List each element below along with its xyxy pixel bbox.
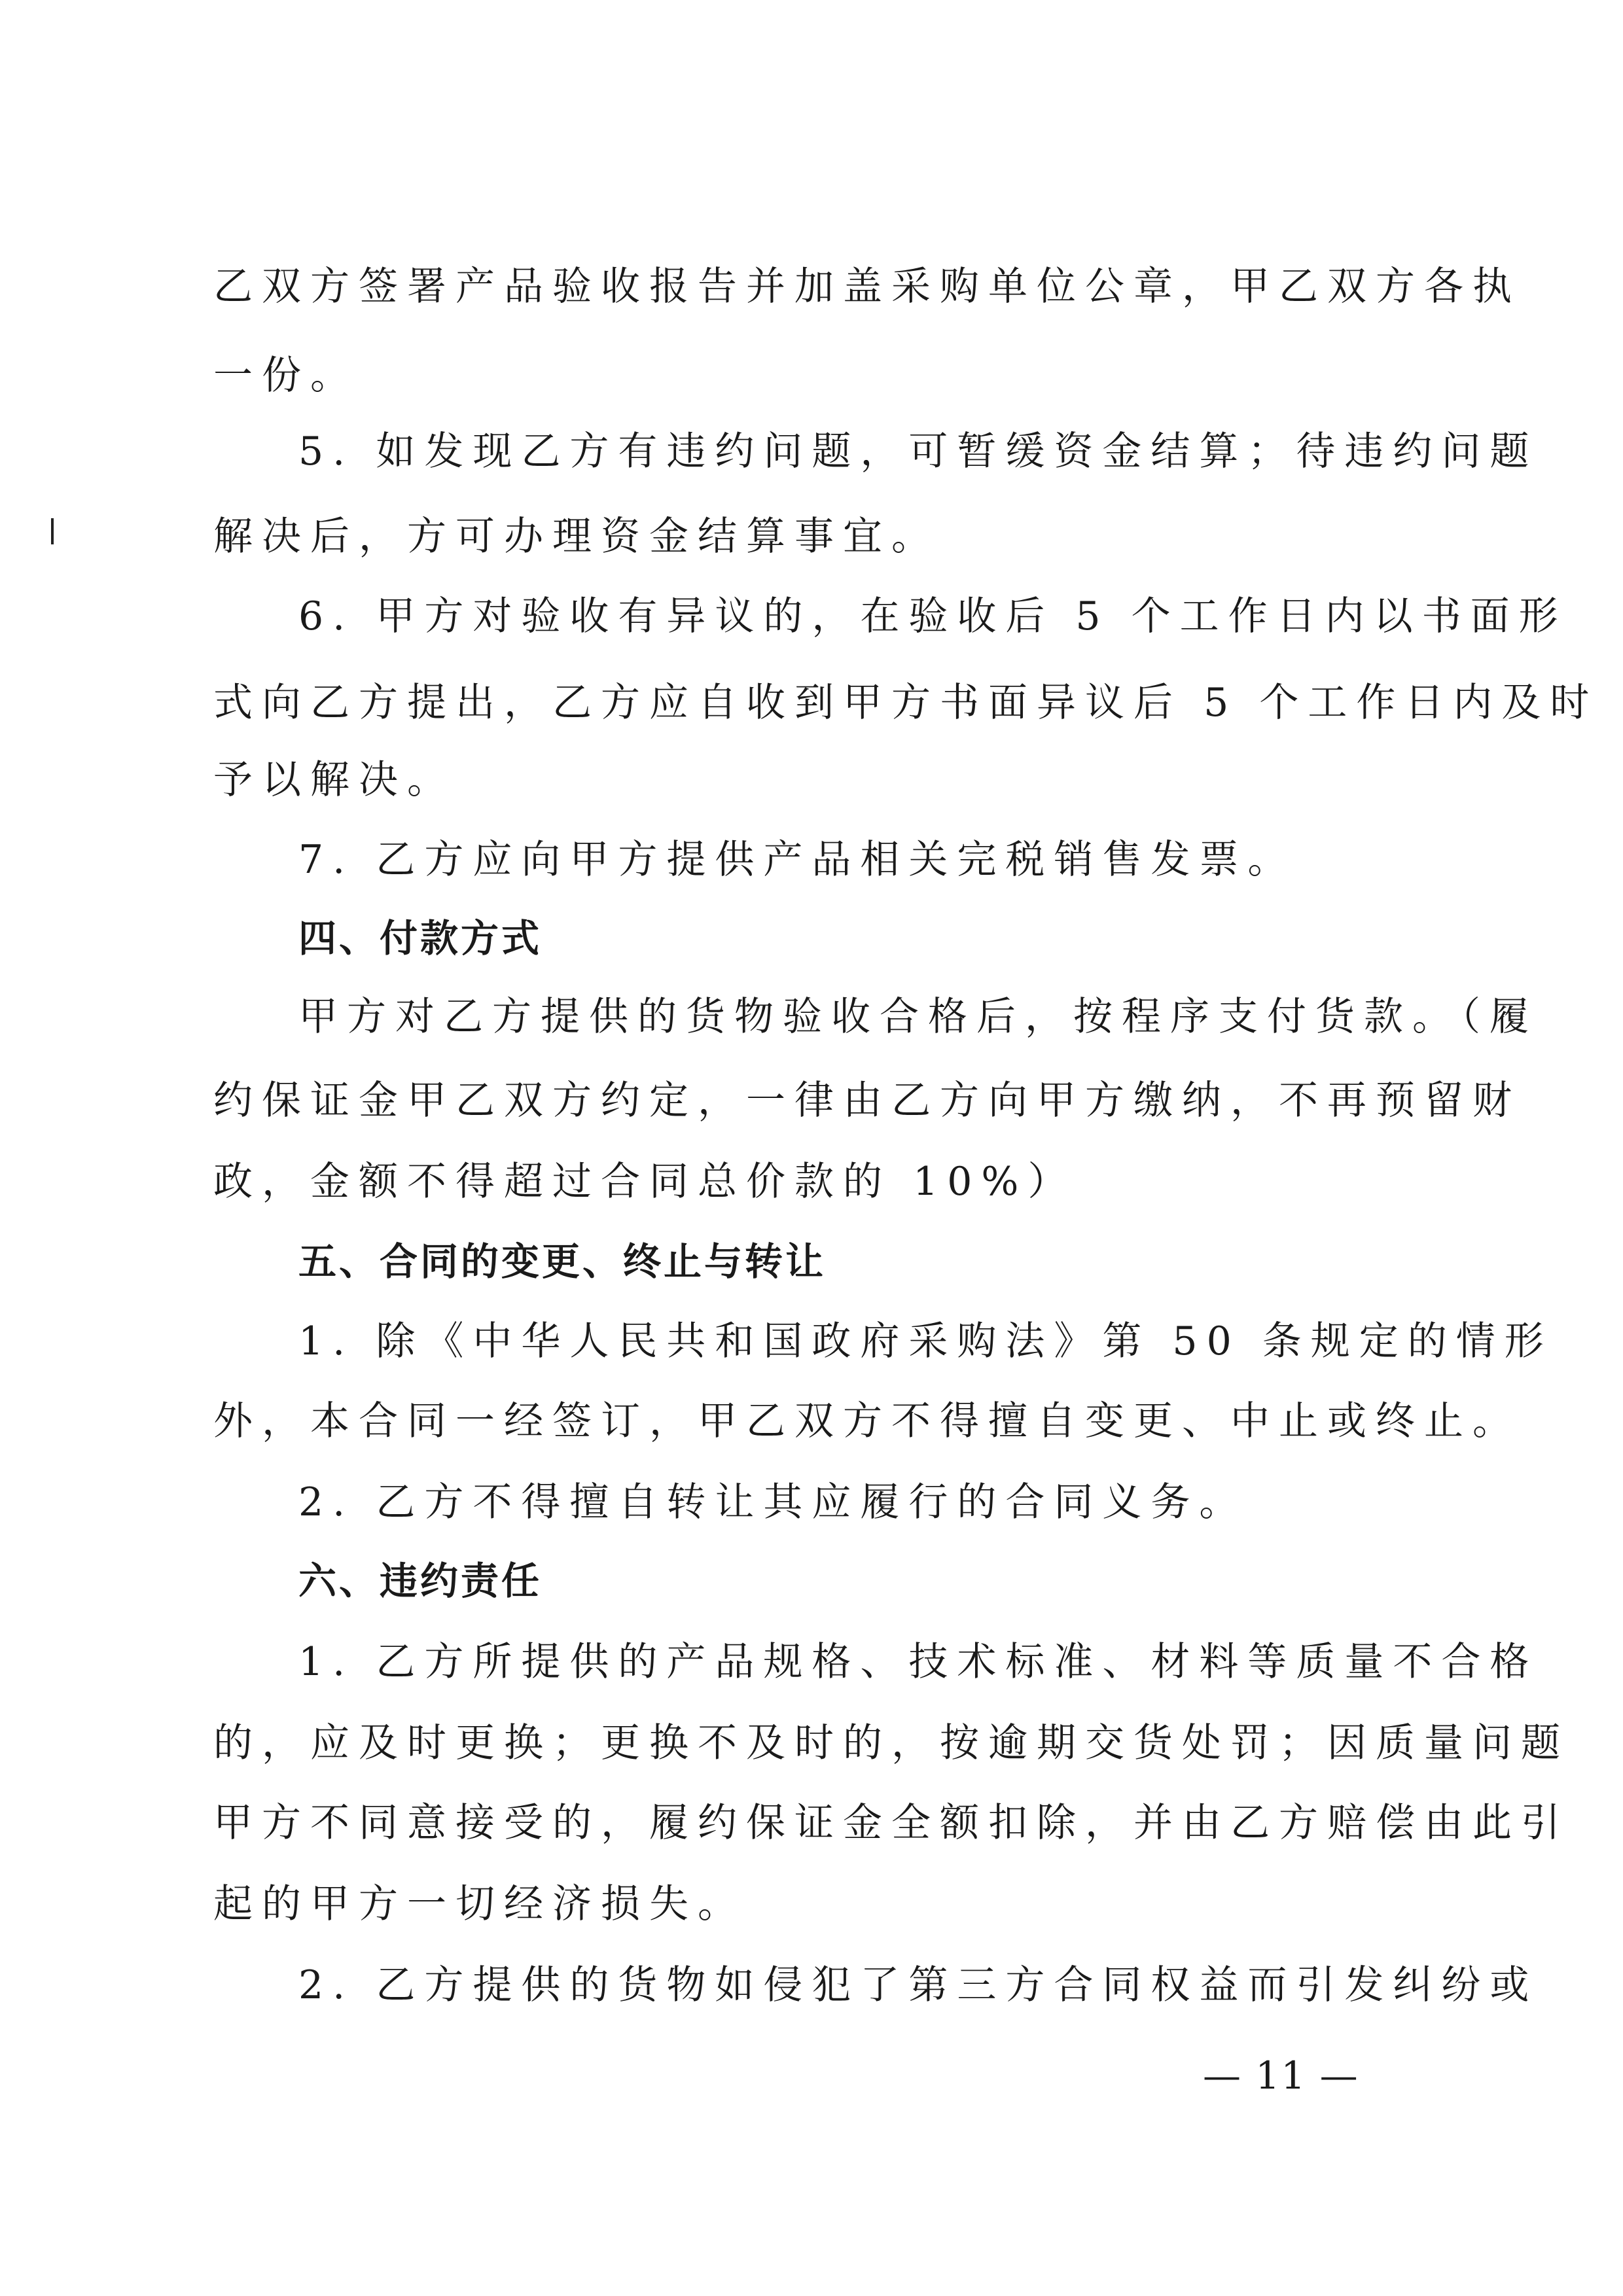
paragraph-line: 予以解决。 — [213, 757, 455, 803]
paragraph-line: 1. 乙方所提供的产品规格、技术标准、材料等质量不合格 — [298, 1639, 1539, 1685]
paragraph-line: 1. 除《中华人民共和国政府采购法》第 50 条规定的情形 — [298, 1318, 1553, 1364]
section-heading-payment: 四、付款方式 — [298, 916, 543, 961]
paragraph-line: 7. 乙方应向甲方提供产品相关完税销售发票。 — [298, 837, 1296, 883]
paragraph-line: 甲方不同意接受的，履约保证金全额扣除，并由乙方赔偿由此引 — [213, 1800, 1569, 1846]
section-heading-contract-change: 五、合同的变更、终止与转让 — [298, 1239, 827, 1284]
paragraph-line: 的，应及时更换；更换不及时的，按逾期交货处罚；因质量问题 — [213, 1720, 1569, 1766]
section-heading-liability: 六、违约责任 — [298, 1559, 543, 1603]
paragraph-line: 政，金额不得超过合同总价款的 10%） — [213, 1159, 1077, 1205]
paragraph-line: 5. 如发现乙方有违约问题，可暂缓资金结算；待违约问题 — [298, 429, 1539, 474]
paragraph-line: 起的甲方一切经济损失。 — [213, 1881, 746, 1927]
scan-margin-mark — [51, 518, 54, 544]
paragraph-line: 6. 甲方对验收有异议的，在验收后 5 个工作日内以书面形 — [298, 593, 1567, 639]
paragraph-line: 2. 乙方提供的货物如侵犯了第三方合同权益而引发纠纷或 — [298, 1962, 1539, 2008]
page-number: — 11 — — [1203, 2053, 1359, 2098]
paragraph-line: 一份。 — [213, 353, 359, 398]
paragraph-line: 外，本合同一经签订，甲乙双方不得擅自变更、中止或终止。 — [213, 1398, 1521, 1444]
paragraph-line: 2. 乙方不得擅自转让其应履行的合同义务。 — [298, 1479, 1248, 1525]
paragraph-line: 式向乙方提出，乙方应自收到甲方书面异议后 5 个工作日内及时 — [213, 680, 1599, 726]
paragraph-line: 解决后，方可办理资金结算事宜。 — [213, 514, 940, 559]
paragraph-line: 约保证金甲乙双方约定，一律由乙方向甲方缴纳，不再预留财 — [213, 1078, 1521, 1123]
paragraph-line: 乙双方签署产品验收报告并加盖采购单位公章，甲乙双方各执 — [213, 264, 1521, 309]
paragraph-line: 甲方对乙方提供的货物验收合格后，按程序支付货款。（履 — [298, 994, 1538, 1040]
